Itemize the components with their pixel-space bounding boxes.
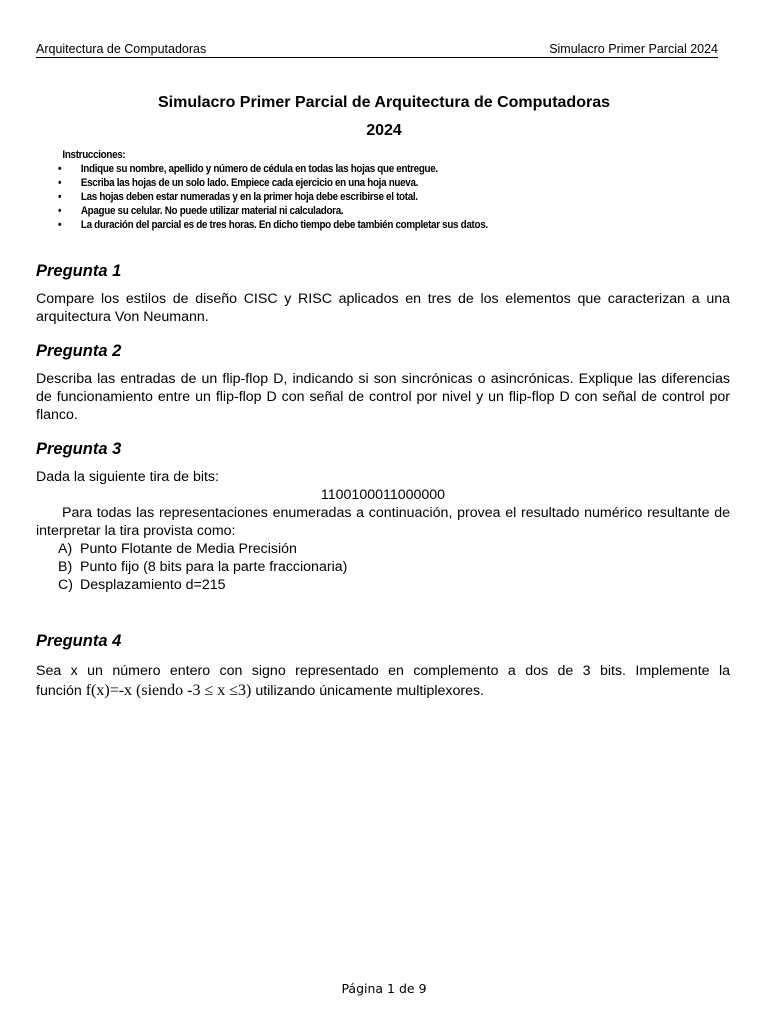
question-4-text-post: utilizando únicamente multiplexores.	[255, 683, 485, 699]
question-2-text: Describa las entradas de un flip-flop D, indicando si son sincrónicas o asincrónicas. Explique las diferencias de funcionamiento entre un flip-flop D con señal de control por nivel y un flip-flop D con señal de control por flanco.	[36, 371, 730, 423]
question-3-intro: Dada la siguiente tira de bits:	[36, 469, 219, 485]
instruction-item: • Escriba las hojas de un solo lado. Empiece cada ejercicio en una hoja nueva.	[58, 176, 586, 190]
question-3-text: Para todas las representaciones enumeradas a continuación, provea el resultado numérico resultante de interpretar la tira provista como:	[36, 505, 730, 539]
option-label: B)	[58, 559, 73, 575]
question-4-block	[36, 662, 730, 700]
question-1-title: Pregunta 1	[36, 262, 122, 280]
option-label: C)	[58, 577, 73, 593]
option-text: Punto fijo (8 bits para la parte fraccionaria)	[80, 559, 348, 575]
bit-string: 1100100011000000	[320, 487, 446, 503]
instruction-item: • Apague su celular. No puede utilizar material ni calculadora.	[58, 204, 586, 218]
question-2-title: Pregunta 2	[36, 342, 122, 360]
option-b	[36, 558, 730, 576]
document-year: 2024	[366, 122, 402, 139]
instruction-item: • Las hojas deben estar numeradas y en la primer hoja debe escribirse el total.	[58, 190, 586, 204]
question-4-text-pre: función	[36, 683, 82, 699]
page-header	[36, 42, 718, 58]
question-1-text: Compare los estilos de diseño CISC y RISC aplicados en tres de los elementos que caracterizan a una arquitectura Von Neumann.	[36, 291, 730, 325]
instructions-list	[58, 162, 586, 232]
document-title: Simulacro Primer Parcial de Arquitectura de Computadoras	[158, 94, 610, 111]
option-text: Punto Flotante de Media Precisión	[80, 541, 297, 557]
option-c	[36, 576, 730, 594]
option-text: Desplazamiento d=215	[80, 577, 226, 593]
function-formula: f(x)=-x (siendo -3 ≤ x ≤3)	[85, 682, 252, 699]
header-course: Arquitectura de Computadoras	[36, 42, 207, 56]
question-4-title: Pregunta 4	[36, 632, 122, 650]
option-label: A)	[58, 541, 73, 557]
question-4-line2	[36, 682, 730, 700]
question-4-line1: Sea x un número entero con signo representado en complemento a dos de 3 bits. Implemente la	[36, 663, 730, 679]
question-3-title: Pregunta 3	[36, 440, 122, 458]
instructions	[58, 148, 586, 232]
option-a	[36, 540, 730, 558]
page-number: Página 1 de 9	[341, 981, 427, 996]
instruction-item: • Indique su nombre, apellido y número de cédula en todas las hojas que entregue.	[58, 162, 586, 176]
instructions-heading: Instrucciones:	[62, 149, 126, 161]
question-3-block	[36, 468, 730, 594]
header-exam: Simulacro Primer Parcial 2024	[549, 42, 718, 56]
instruction-item: • La duración del parcial es de tres horas. En dicho tiempo debe también completar sus datos.	[58, 218, 586, 232]
